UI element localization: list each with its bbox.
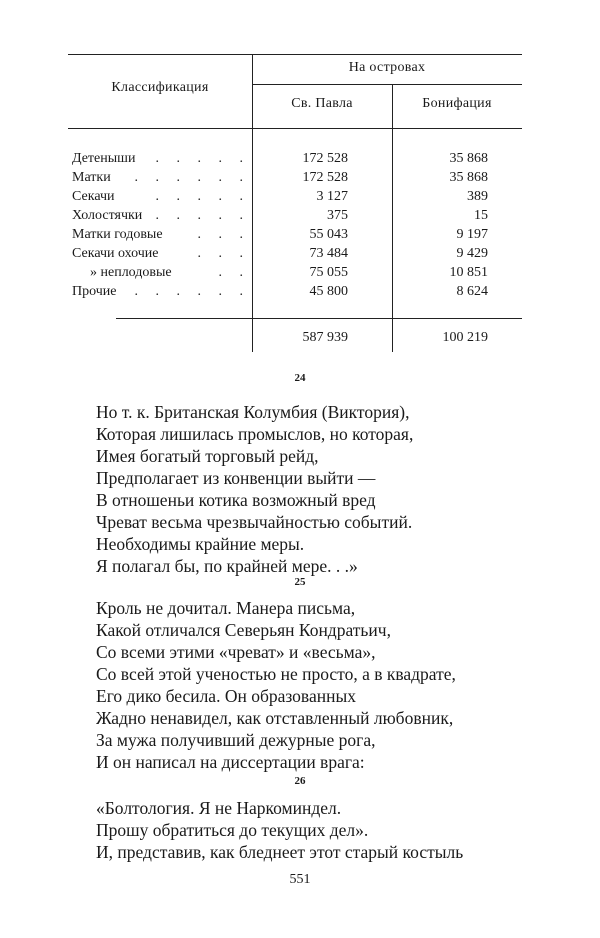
row-value-bonifatsiya: 389 xyxy=(467,189,488,204)
stanza-number: 25 xyxy=(294,576,306,588)
row-value-st-paul: 172 528 xyxy=(302,170,348,185)
verse-line: И, представив, как бледнеет этот старый костыль xyxy=(96,842,464,862)
row-leader-dots: . . . . . . xyxy=(134,284,250,299)
verse-line: Со всеми этими «чреват» и «весьма», xyxy=(96,642,376,662)
row-value-bonifatsiya: 9 197 xyxy=(456,227,488,242)
statistics-table xyxy=(68,54,522,352)
row-value-bonifatsiya: 15 xyxy=(474,208,488,223)
row-leader-dots: . . . xyxy=(197,227,250,242)
verse-line: За мужа получивший дежурные рога, xyxy=(96,730,376,750)
table-row xyxy=(68,227,522,247)
row-leader-dots: . . . xyxy=(197,246,250,261)
verse-line: Необходимы крайние меры. xyxy=(96,534,305,554)
stanza-24-text xyxy=(96,401,596,577)
row-value-st-paul: 55 043 xyxy=(309,227,348,242)
table-row xyxy=(68,208,522,228)
verse-line: Какой отличался Северьян Кондратьич, xyxy=(96,620,391,640)
verse-line: И он написал на диссертации врага: xyxy=(96,752,365,772)
row-value-bonifatsiya: 9 429 xyxy=(456,246,488,261)
row-label: Матки годовые xyxy=(72,227,163,242)
row-value-st-paul: 45 800 xyxy=(309,284,348,299)
verse-line: Прошу обратиться до текущих дел». xyxy=(96,820,369,840)
row-leader-dots: . . . . . xyxy=(155,151,250,166)
verse-line: «Болтология. Я не Наркоминдел. xyxy=(96,798,342,818)
row-leader-dots: . . . . . . xyxy=(134,170,250,185)
stanza-number: 26 xyxy=(294,775,306,787)
row-value-st-paul: 3 127 xyxy=(316,189,348,204)
verse-line: Я полагал бы, по крайней мере. . .» xyxy=(96,556,358,576)
verse-line: Но т. к. Британская Колумбия (Виктория), xyxy=(96,402,410,422)
table-row xyxy=(68,189,522,209)
row-value-st-paul: 75 055 xyxy=(309,265,348,280)
row-value-bonifatsiya: 35 868 xyxy=(449,170,488,185)
row-label: Прочие xyxy=(72,284,117,299)
verse-line: Его дико бесила. Он образованных xyxy=(96,686,356,706)
row-value-st-paul: 172 528 xyxy=(302,151,348,166)
row-label: Холостячки xyxy=(72,208,143,223)
stanza-26-text xyxy=(96,797,596,863)
page-number: 551 xyxy=(289,872,311,887)
header-bottom-rule xyxy=(68,128,522,129)
totals-rule xyxy=(116,318,522,319)
header-bonifatsiya: Бонифация xyxy=(422,96,492,111)
row-value-bonifatsiya: 35 868 xyxy=(449,151,488,166)
table-row xyxy=(68,151,522,171)
stanza-25-text xyxy=(96,597,596,773)
row-label: Секачи охочие xyxy=(72,246,159,261)
row-value-bonifatsiya: 10 851 xyxy=(449,265,488,280)
verse-line: Со всей этой ученостью не просто, а в квадрате, xyxy=(96,664,456,684)
row-value-bonifatsiya: 8 624 xyxy=(456,284,488,299)
verse-line: В отношеньи котика возможный вред xyxy=(96,490,376,510)
stanza-number: 24 xyxy=(294,372,306,384)
row-label: Детеныши xyxy=(72,151,136,166)
total-bonifatsiya: 100 219 xyxy=(442,330,488,345)
header-classification: Классификация xyxy=(111,80,209,95)
row-leader-dots: . . . . . xyxy=(155,189,250,204)
row-label: Секачи xyxy=(72,189,115,204)
table-top-rule xyxy=(68,54,522,55)
row-leader-dots: . . . . . xyxy=(155,208,250,223)
header-inner-rule xyxy=(252,84,522,85)
verse-line: Жадно ненавидел, как отставленный любовник, xyxy=(96,708,454,728)
total-st-paul: 587 939 xyxy=(302,330,348,345)
row-leader-dots: . . xyxy=(218,265,250,280)
row-value-st-paul: 73 484 xyxy=(309,246,348,261)
row-label: » неплодовые xyxy=(90,265,172,280)
verse-line: Кроль не дочитал. Манера письма, xyxy=(96,598,356,618)
table-row xyxy=(68,284,522,304)
row-label: Матки xyxy=(72,170,111,185)
verse-line: Предполагает из конвенции выйти — xyxy=(96,468,376,488)
table-row xyxy=(68,170,522,190)
header-islands: На островах xyxy=(348,60,426,75)
table-row xyxy=(68,246,522,266)
verse-line: Имея богатый торговый рейд, xyxy=(96,446,319,466)
verse-line: Чреват весьма чрезвычайностью событий. xyxy=(96,512,413,532)
table-row xyxy=(68,265,522,285)
row-value-st-paul: 375 xyxy=(327,208,348,223)
header-st-paul: Св. Павла xyxy=(291,96,353,111)
verse-line: Которая лишилась промыслов, но которая, xyxy=(96,424,414,444)
